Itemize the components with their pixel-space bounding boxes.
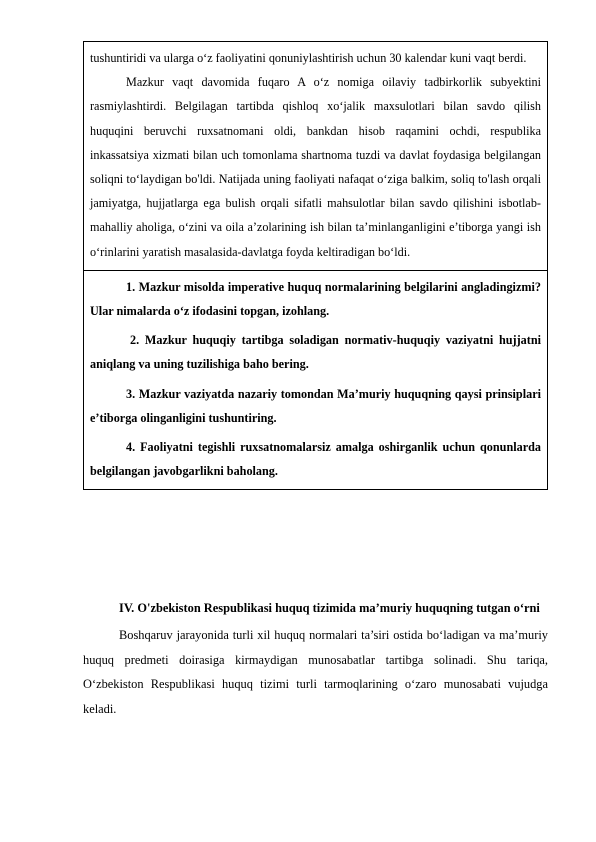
question-4: 4. Faoliyatni tegishli ruxsatnomalarsiz amalga oshirganlik uchun qonunlarda belgilangan javobgarlikni baholang. — [90, 440, 541, 479]
question-2: 2. Mazkur huquqiy tartibga soladigan normativ-huquqiy vaziyatni hujjatni aniqlang va uning tuzilishiga baho bering. — [90, 333, 541, 372]
case-paragraph-1: tushuntiridi va ularga o‘z faoliyatini qonuniylashtirish uchun 30 kalendar kuni vaqt berdi. — [90, 51, 527, 65]
section-iv — [83, 596, 548, 721]
case-paragraph-2: Mazkur vaqt davomida fuqaro A o‘z nomiga oilaviy tadbirkorlik subyektini rasmiylashtirdi. Belgilagan tartibda qishloq xo‘jalik maxsulotlari bilan savdo qilish huquqini beruvchi ruxsatnomani oldi, bankdan hisob raqamini ochdi, respublika inkassatsiya xizmati bilan uch tomonlama shartnoma tuzdi va davlat foydasiga belgilangan soliqni to‘laydigan bo'ldi. Natijada uning faoliyati nafaqat o‘ziga balkim, soliq to'lash orqali jamiyatga, hujjatlarga ega bulish orqali sifatli mahsulotlar bilan savdo qilishini isbotlab-mahalliy aholiga, o‘zini va oila a’zolarining ish bilan ta’minlanganligini e’tiborga yangi ish o‘rinlarini yaratish masalasida-davlatga foyda keltiradigan bo‘ldi. — [90, 75, 541, 259]
section-heading: IV. O'zbekiston Respublikasi huquq tizimida ma’muriy huquqning tutgan o‘rni — [119, 601, 540, 615]
question-3: 3. Mazkur vaziyatda nazariy tomondan Ma’muriy huquqning qaysi prinsiplari e’tiborga olinganligini tushuntiring. — [90, 386, 541, 425]
questions-cell — [84, 270, 547, 490]
case-study-table — [83, 41, 548, 490]
case-description-cell — [84, 42, 547, 270]
question-1: 1. Mazkur misolda imperative huquq normalarining belgilarini angladingizmi? Ular nimalarda o‘z ifodasini topgan, izohlang. — [90, 279, 541, 319]
section-paragraph: Boshqaruv jarayonida turli xil huquq normalari ta’siri ostida bo‘ladigan va ma’muriy huquq predmeti doirasiga kirmaydigan munosabatlar tartibga solinadi. Shu tariqa, O‘zbekiston Respublikasi huquq tizimi turli tarmoqlarining o‘zaro munosabati vujudga keladi. — [83, 628, 548, 716]
